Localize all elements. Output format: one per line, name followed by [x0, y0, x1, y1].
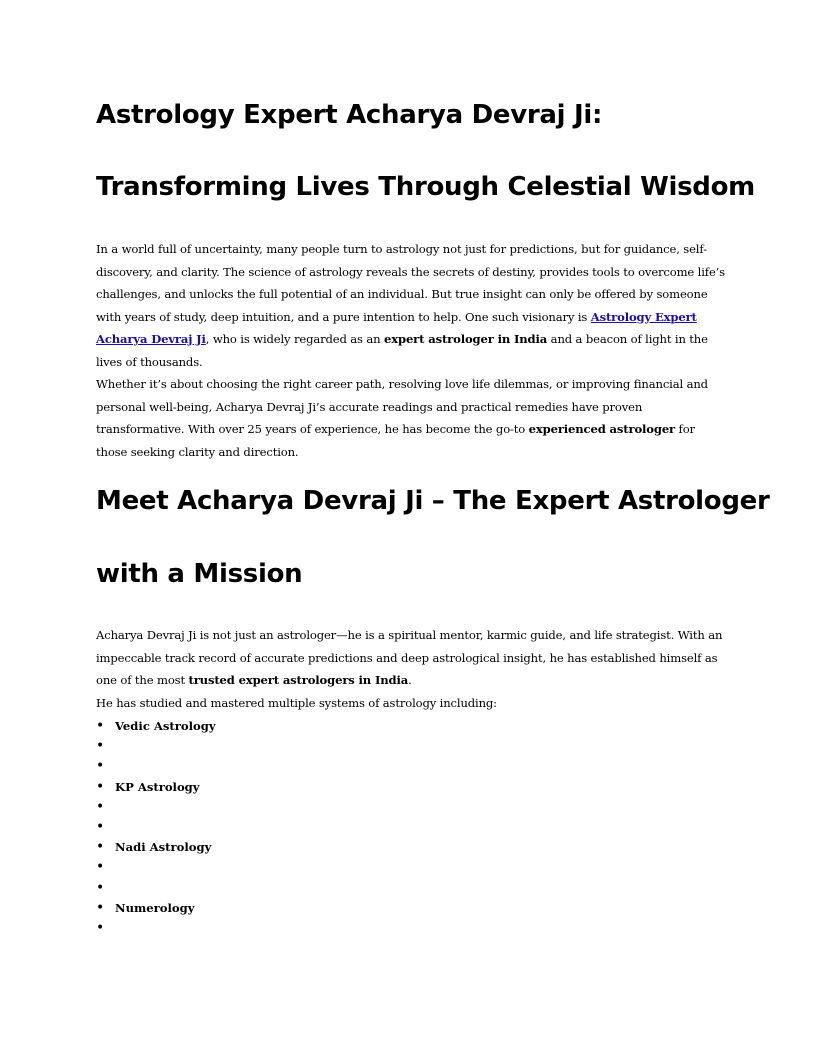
bullet-icon: •: [96, 859, 105, 876]
bullet-icon: •: [96, 758, 105, 775]
bullet-icon: •: [96, 738, 105, 755]
bullet-icon: •: [96, 879, 105, 896]
list-item-label: KP Astrology: [115, 779, 200, 794]
meet-paragraph-1: [96, 624, 726, 692]
section-heading-line-1: Meet Acharya Devraj Ji – The Expert Astrologer: [96, 486, 770, 516]
meet-paragraph-2: He has studied and mastered multiple systems of astrology including:: [96, 696, 497, 710]
list-item: [96, 777, 216, 797]
bullet-icon: •: [96, 718, 105, 734]
intro-text-c: and a beacon of light in the lives of thousands.: [96, 332, 708, 369]
bullet-icon: •: [96, 798, 105, 815]
intro2-text-a: Whether it’s about choosing the right career path, resolving love life dilemmas, or improving financial and personal well-being, Acharya Devraj Ji’s accurate readings and practical remedies have proven transformative. With over 25 years of experience, he has become the go-to: [96, 377, 708, 436]
bullet-icon: •: [96, 919, 105, 936]
page-title-line-2: Transforming Lives Through Celestial Wisdom: [96, 172, 755, 202]
list-item: [96, 797, 216, 817]
intro-bold-term: expert astrologer in India: [384, 332, 548, 346]
page-title-line-1: Astrology Expert Acharya Devraj Ji:: [96, 100, 603, 130]
intro-text-b: , who is widely regarded as an: [205, 332, 385, 346]
list-item: [96, 716, 216, 736]
intro-text-a: In a world full of uncertainty, many people turn to astrology not just for predictions, but for guidance, self-discovery, and clarity. The science of astrology reveals the secrets of destiny, provides tools to overcome life’s challenges, and unlocks the full potential of an individual. But true insight can only be offered by someone with years of study, deep intuition, and a pure intention to help. One such visionary is: [96, 242, 725, 324]
bullet-icon: •: [96, 839, 105, 856]
section-heading-line-2: with a Mission: [96, 559, 303, 589]
meet-text-a: Acharya Devraj Ji is not just an astrologer—he is a spiritual mentor, karmic guide, and life strategist. With an impeccable track record of accurate predictions and deep astrological insight, he has established himself as one of the most: [96, 628, 723, 687]
list-item: [96, 878, 216, 898]
list-item-label: Nadi Astrology: [115, 840, 212, 855]
list-item-label: Numerology: [115, 900, 195, 915]
list-item: [96, 898, 216, 918]
list-item: [96, 837, 216, 857]
astrology-systems-list: [96, 716, 216, 938]
list-item-label: Vedic Astrology: [115, 719, 216, 733]
list-item: [96, 817, 216, 837]
list-item: [96, 736, 216, 756]
meet-bold-term: trusted expert astrologers in India: [188, 673, 409, 687]
intro-paragraph-1: [96, 238, 726, 373]
bullet-icon: •: [96, 818, 105, 835]
list-item: [96, 857, 216, 877]
list-item: [96, 918, 216, 938]
astrology-expert-link[interactable]: Astrology Expert Acharya Devraj Ji: [96, 309, 697, 346]
meet-text-b: .: [408, 673, 412, 687]
intro-paragraph-2: [96, 373, 726, 463]
intro2-text-b: for those seeking clarity and direction.: [96, 422, 695, 459]
bullet-icon: •: [96, 778, 105, 795]
list-item: [96, 756, 216, 776]
bullet-icon: •: [96, 899, 105, 916]
intro2-bold-term: experienced astrologer: [528, 422, 676, 436]
